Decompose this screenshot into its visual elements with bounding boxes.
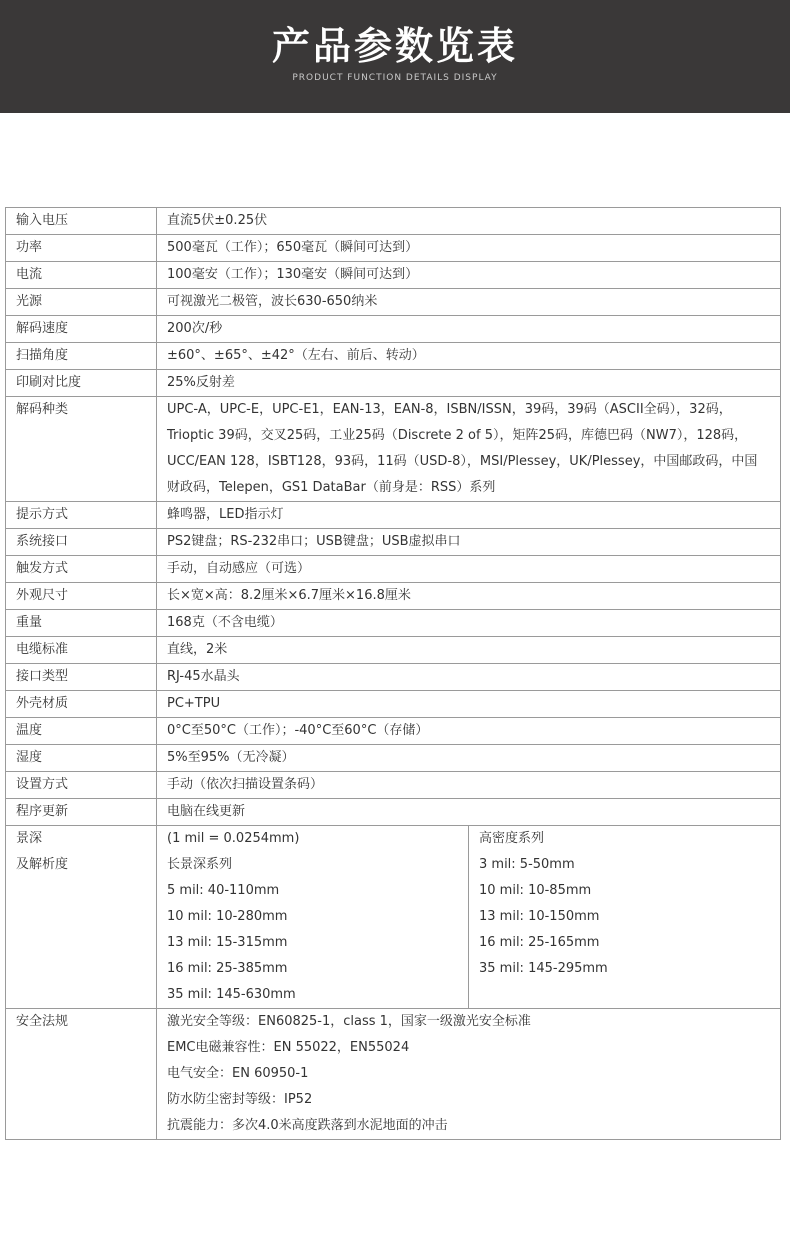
table-row xyxy=(6,316,781,343)
safety-line: 激光安全等级：EN60825-1，class 1，国家一级激光安全标准 xyxy=(167,1014,531,1029)
table-row xyxy=(6,235,781,262)
spec-value: ±60°、±65°、±42°（左右、前后、转动） xyxy=(157,343,781,370)
table-row xyxy=(6,289,781,316)
header-banner xyxy=(0,0,790,113)
spec-label: 湿度 xyxy=(6,745,157,772)
spec-label: 系统接口 xyxy=(6,529,157,556)
depth-line: 10 mil: 10-280mm xyxy=(167,909,288,924)
depth-line: 10 mil: 10-85mm xyxy=(479,883,592,898)
spec-value: 25%反射差 xyxy=(157,370,781,397)
spec-label: 扫描角度 xyxy=(6,343,157,370)
spec-label: 电流 xyxy=(6,262,157,289)
spec-label: 印刷对比度 xyxy=(6,370,157,397)
depth-line: (1 mil = 0.0254mm) xyxy=(167,831,300,846)
depth-line: 16 mil: 25-385mm xyxy=(167,961,288,976)
depth-line: 13 mil: 15-315mm xyxy=(167,935,288,950)
safety-value xyxy=(157,1009,781,1140)
depth-line: 13 mil: 10-150mm xyxy=(479,909,600,924)
table-row xyxy=(6,502,781,529)
spec-value: 100毫安（工作）；130毫安（瞬间可达到） xyxy=(157,262,781,289)
table-row xyxy=(6,262,781,289)
table-row xyxy=(6,370,781,397)
depth-line: 35 mil: 145-295mm xyxy=(479,961,608,976)
table-row xyxy=(6,772,781,799)
spec-value: 500毫瓦（工作）；650毫瓦（瞬间可达到） xyxy=(157,235,781,262)
spec-label: 外观尺寸 xyxy=(6,583,157,610)
spec-value: RJ-45水晶头 xyxy=(157,664,781,691)
table-row xyxy=(6,529,781,556)
high-density-series xyxy=(469,826,781,1009)
table-row xyxy=(6,397,781,502)
spec-value: 直流5伏±0.25伏 xyxy=(157,208,781,235)
spec-value: 手动，自动感应（可选） xyxy=(157,556,781,583)
spec-value: 可视激光二极管，波长630-650纳米 xyxy=(157,289,781,316)
depth-line: 高密度系列 xyxy=(479,831,545,846)
depth-label-line: 及解析度 xyxy=(16,857,69,872)
safety-line: EMC电磁兼容性：EN 55022，EN55024 xyxy=(167,1040,410,1055)
depth-line: 3 mil: 5-50mm xyxy=(479,857,575,872)
depth-line: 5 mil: 40-110mm xyxy=(167,883,280,898)
table-row xyxy=(6,583,781,610)
spec-label: 解码速度 xyxy=(6,316,157,343)
spec-value: 5%至95%（无冷凝） xyxy=(157,745,781,772)
safety-line: 电气安全：EN 60950-1 xyxy=(167,1066,309,1081)
safety-line: 防水防尘密封等级：IP52 xyxy=(167,1092,313,1107)
spec-value: 电脑在线更新 xyxy=(157,799,781,826)
table-row xyxy=(6,556,781,583)
spec-label: 功率 xyxy=(6,235,157,262)
spec-label: 设置方式 xyxy=(6,772,157,799)
spec-value: 长×宽×高：8.2厘米×6.7厘米×16.8厘米 xyxy=(157,583,781,610)
decode-types-value: UPC-A，UPC-E，UPC-E1，EAN-13，EAN-8，ISBN/ISSN，39码，39码（ASCII全码），32码，Trioptic 39码，交叉25码，工业25码（Discrete 2 of 5），矩阵25码，库德巴码（NW7），128码，UCC/EAN 128，ISBT128，93码，11码（USD-8），MSI/Plessey，UK/Plessey，中国邮政码，中国财政码，Telepen，GS1 DataBar（前身是：RSS）系列 xyxy=(167,402,758,495)
depth-label xyxy=(6,826,157,1009)
spec-label: 提示方式 xyxy=(6,502,157,529)
page-title: 产品参数览表 xyxy=(271,24,518,68)
spec-label: 输入电压 xyxy=(6,208,157,235)
spec-value: 手动（依次扫描设置条码） xyxy=(157,772,781,799)
table-row xyxy=(6,637,781,664)
spec-label: 外壳材质 xyxy=(6,691,157,718)
depth-label-line: 景深 xyxy=(16,831,43,846)
table-row xyxy=(6,745,781,772)
spec-label: 电缆标准 xyxy=(6,637,157,664)
depth-line: 长景深系列 xyxy=(167,857,233,872)
spec-value: 200次/秒 xyxy=(157,316,781,343)
spec-value: 直线，2米 xyxy=(157,637,781,664)
spec-label: 接口类型 xyxy=(6,664,157,691)
table-row xyxy=(6,691,781,718)
spec-value: PC+TPU xyxy=(157,691,781,718)
spec-value: 蜂鸣器，LED指示灯 xyxy=(157,502,781,529)
page-subtitle: PRODUCT FUNCTION DETAILS DISPLAY xyxy=(292,73,498,83)
safety-line: 抗震能力：多次4.0米高度跌落到水泥地面的冲击 xyxy=(167,1118,448,1133)
table-row xyxy=(6,208,781,235)
spec-value: 168克（不含电缆） xyxy=(157,610,781,637)
spec-label: 温度 xyxy=(6,718,157,745)
spec-label: 解码种类 xyxy=(6,397,157,502)
depth-resolution-row xyxy=(6,826,781,1009)
table-row xyxy=(6,718,781,745)
spec-label: 触发方式 xyxy=(6,556,157,583)
spec-label: 重量 xyxy=(6,610,157,637)
spec-label: 程序更新 xyxy=(6,799,157,826)
spec-value: 0°C至50°C（工作）；-40°C至60°C（存储） xyxy=(157,718,781,745)
depth-line: 35 mil: 145-630mm xyxy=(167,987,296,1002)
depth-line: 16 mil: 25-165mm xyxy=(479,935,600,950)
spec-value: PS2键盘；RS-232串口；USB键盘；USB虚拟串口 xyxy=(157,529,781,556)
spec-label: 光源 xyxy=(6,289,157,316)
long-depth-series xyxy=(157,826,469,1009)
safety-row xyxy=(6,1009,781,1140)
spec-table xyxy=(5,207,781,1140)
safety-label: 安全法规 xyxy=(6,1009,157,1140)
table-row xyxy=(6,610,781,637)
table-row xyxy=(6,664,781,691)
table-row xyxy=(6,343,781,370)
table-row xyxy=(6,799,781,826)
